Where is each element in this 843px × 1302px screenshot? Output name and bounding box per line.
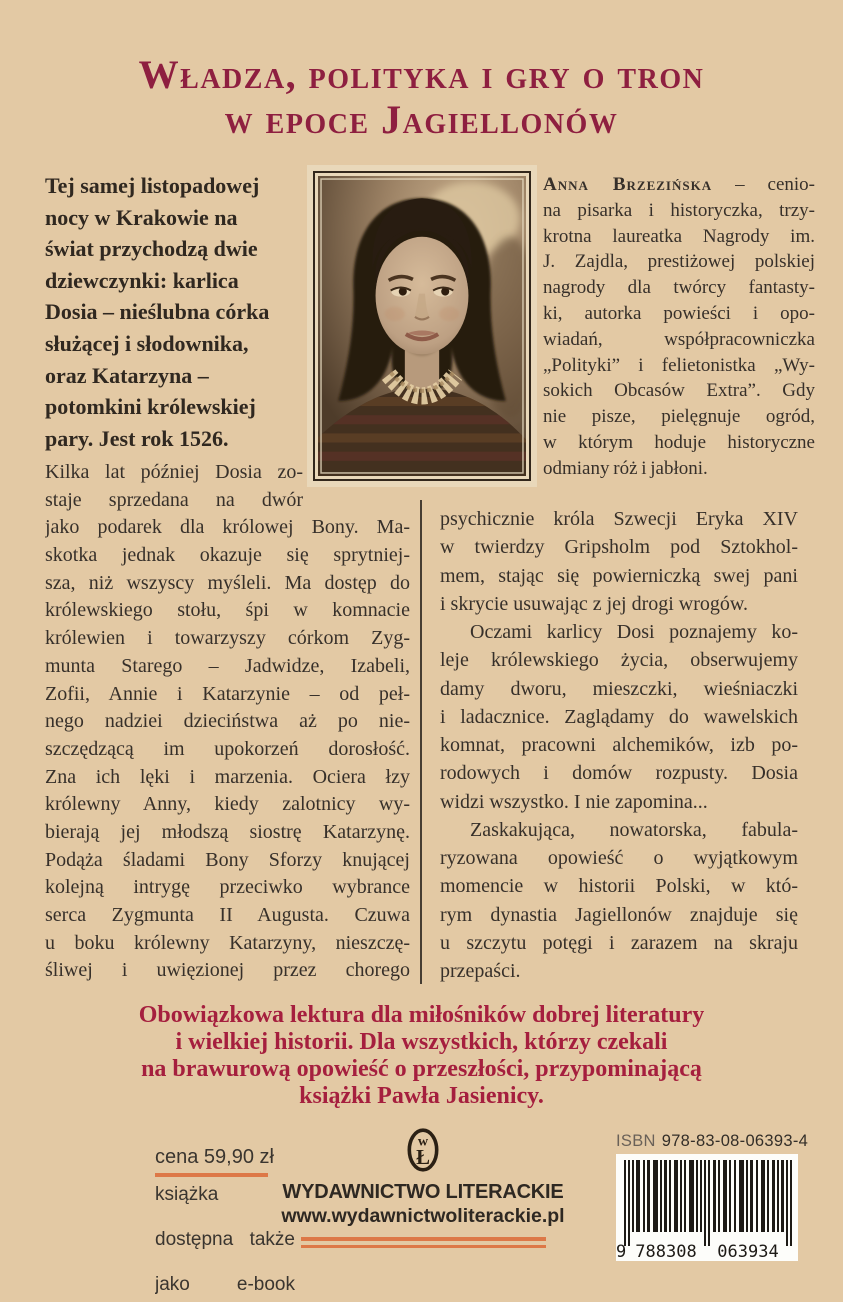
author-bio	[543, 172, 815, 482]
rule-top	[301, 1237, 546, 1241]
intro-lead-text-line: dziewczynki: karlica	[45, 267, 239, 293]
publisher-double-rule	[301, 1237, 546, 1248]
page-title	[0, 52, 843, 142]
ebook-availability-note-line: jako e-book	[155, 1274, 295, 1295]
intro-lead-text-line: Tej samej listopadowej	[45, 173, 260, 198]
column-divider-rule	[420, 500, 422, 984]
body-column-right-line: psychicznie króla Szwecji Eryka XIV	[440, 508, 798, 530]
body-column-left-line: skotka jednak okazuje się sprytniej-	[45, 544, 410, 567]
bio-lines-line: J. Zajdla, prestiżowej polskiej	[543, 251, 815, 273]
bio-lines-line: wiadań, współpracowniczka	[543, 328, 815, 350]
author-photo	[307, 165, 537, 487]
body-column-left-line: bierają jej młodszą siostrę Katarzynę.	[45, 820, 410, 843]
body-column-right-line: rym dynastia Jagiellonów znajduje się	[440, 903, 798, 926]
body-column-right-line: leje królewskiego życia, obserwujemy	[440, 649, 798, 672]
intro-lead-text-line: oraz Katarzyna –	[45, 362, 209, 388]
body-column-right-line: Zaskakująca, nowatorska, fabula-	[470, 818, 798, 841]
recommendation-blurb-line: Obowiązkowa lektura dla miłośników dobrej literatury	[138, 1002, 705, 1028]
body-column-left-line: nego nadziei dzieciństwa aż po nie-	[45, 710, 410, 733]
body-column-left-line: sza, niż wszyscy myśleli. Ma dostęp do	[45, 571, 410, 594]
body-column-left-line: staje sprzedana na dwór	[45, 488, 303, 511]
intro-lead-text-line: służącej i słodownika,	[45, 330, 249, 356]
bio-line-first	[543, 172, 815, 198]
body-column-right-line: i skrycie usuwając z jej drogi wrogów.	[440, 592, 749, 615]
body-column-right-line: komnat, pracowni alchemików, izb po-	[440, 734, 798, 756]
body-column-right-line: rodowych i domów rozpusty. Dosia	[440, 762, 798, 785]
intro-lead-text	[45, 170, 317, 454]
body-column-left-line: jako podarek dla królowej Bony. Ma-	[45, 516, 410, 539]
bio-lines-line: odmiany róż i jabłoni.	[543, 457, 708, 479]
body-column-left-line: Zofii, Annie i Katarzynie – od peł-	[45, 682, 410, 705]
body-column-right-line: Oczami karlicy Dosi poznajemy ko-	[470, 621, 798, 643]
isbn-number: 978-83-08-06393-4	[661, 1132, 809, 1150]
bio-lines	[543, 198, 815, 482]
body-column-right-line: mem, stając się powierniczką swej pani	[440, 564, 798, 587]
bio-line-first-rest: – cenio-	[712, 174, 815, 195]
body-column-right	[440, 505, 798, 985]
body-column-right-line: i ladacznice. Zaglądamy do wawelskich	[440, 705, 798, 728]
body-column-left-line: królewien i towarzyszy córkom Zyg-	[45, 627, 410, 650]
bio-lines-line: „Polityki” i felietonistka „Wy-	[543, 354, 815, 376]
publisher-website: www.wydawnictwoliterackie.pl	[281, 1205, 565, 1227]
intro-lead-text-line: Dosia – nieślubna córka	[45, 299, 270, 325]
publisher-logo-letter-w: w	[417, 1133, 429, 1150]
body-column-right-line: w twierdzy Gripsholm pod Sztokhol-	[440, 536, 798, 559]
body-column-left-line: śliwej i uwięzionej przez chorego	[45, 959, 410, 982]
ebook-availability-note-line: książka	[155, 1184, 219, 1205]
bio-lines-line: nie pisze, pielęgnuje ogród,	[543, 406, 815, 428]
body-column-left-line: munta Starego – Jadwidze, Izabeli,	[45, 654, 410, 677]
bio-lines-line: w którym hoduje historyczne	[543, 431, 815, 453]
body-column-right-line: damy dworu, mieszczki, wieśniaczki	[440, 677, 798, 700]
ebook-availability-note-line: dostępna także	[155, 1229, 295, 1250]
barcode-group-1: 788308	[635, 1242, 697, 1261]
photo-frame	[313, 171, 531, 481]
page-title-line-1: Władza, polityka i gry o tron	[138, 52, 705, 97]
ean-barcode	[616, 1154, 798, 1261]
body-column-right-line: widzi wszystko. I nie zapomina...	[440, 790, 708, 813]
recommendation-blurb-line: na brawurową opowieść o przeszłości, przypominającą	[141, 1056, 702, 1082]
price-underline-rule	[155, 1173, 268, 1177]
bio-lines-line: ki, autorka powieści i opo-	[543, 302, 815, 324]
price-label: cena 59,90 zł	[155, 1146, 274, 1168]
publisher-name: WYDAWNICTWO LITERACKIE	[282, 1181, 564, 1203]
intro-lead-text-line: potomkini królewskiej	[45, 394, 256, 420]
publisher-block	[273, 1127, 573, 1248]
bio-lines-line: nagrody dla twórcy fantasty-	[543, 277, 815, 299]
body-column-left-line: u boku królewny Katarzyny, nieszczę-	[45, 931, 410, 954]
intro-lead-text-line: nocy w Krakowie na	[45, 204, 238, 230]
recommendation-blurb	[0, 1002, 843, 1110]
recommendation-blurb-line: i wielkiej historii. Dla wszystkich, którzy czekali	[175, 1029, 668, 1055]
page-title-line-2: w epoce Jagiellonów	[224, 97, 619, 142]
intro-lead-text-line: świat przychodzą dwie	[45, 236, 258, 262]
rule-bottom	[301, 1245, 546, 1249]
body-column-left-line: Kilka lat później Dosia zo-	[45, 461, 303, 483]
bio-lines-line: krotna laureatka Nagrody im.	[543, 225, 815, 247]
isbn-label: ISBN	[616, 1132, 656, 1150]
body-column-left-line: królewskiego stołu, śpi w komnacie	[45, 599, 410, 622]
body-column-left-line: Podąża śladami Bony Sforzy knującej	[45, 848, 410, 871]
isbn-block	[616, 1132, 809, 1261]
body-column-left-line: kolejną intrygę przeciwko wybrance	[45, 876, 410, 899]
publisher-logo-letter-l: Ł	[416, 1146, 430, 1170]
bio-lines-line: na pisarka i historyczka, trzy-	[543, 199, 815, 221]
author-name: Anna Brzezińska	[543, 174, 713, 195]
body-column-left-line: szczędzącą im upokorzeń dorosłość.	[45, 737, 410, 760]
body-column-right-line: ryzowana opowieść o wyjątkowym	[440, 847, 798, 869]
barcode-group-2: 063934	[717, 1242, 779, 1261]
body-column-left-line: Zna ich lęki i marzenia. Ociera łzy	[45, 765, 410, 788]
isbn-row	[616, 1132, 809, 1151]
body-column-right-line: u szczytu potęgi i zarazem na skraju	[440, 931, 798, 954]
bio-lines-line: sokich Obcasów Extra”. Gdy	[543, 380, 815, 402]
body-column-right-line: przepaści.	[440, 960, 521, 982]
body-column-left-line: królewny Anny, kiedy zalotnicy wy-	[45, 793, 410, 816]
body-column-left	[45, 459, 410, 985]
body-column-right-line: momencie w historii Polski, w któ-	[440, 875, 798, 898]
publisher-logo-icon	[406, 1127, 440, 1173]
body-column-left-line: serca Zygmunta II Augusta. Czuwa	[45, 904, 410, 926]
barcode-digit-9: 9	[616, 1242, 627, 1261]
author-portrait-image	[318, 176, 526, 476]
recommendation-blurb-line: książki Pawła Jasienicy.	[299, 1083, 544, 1109]
intro-lead-text-line: pary. Jest rok 1526.	[45, 425, 229, 451]
